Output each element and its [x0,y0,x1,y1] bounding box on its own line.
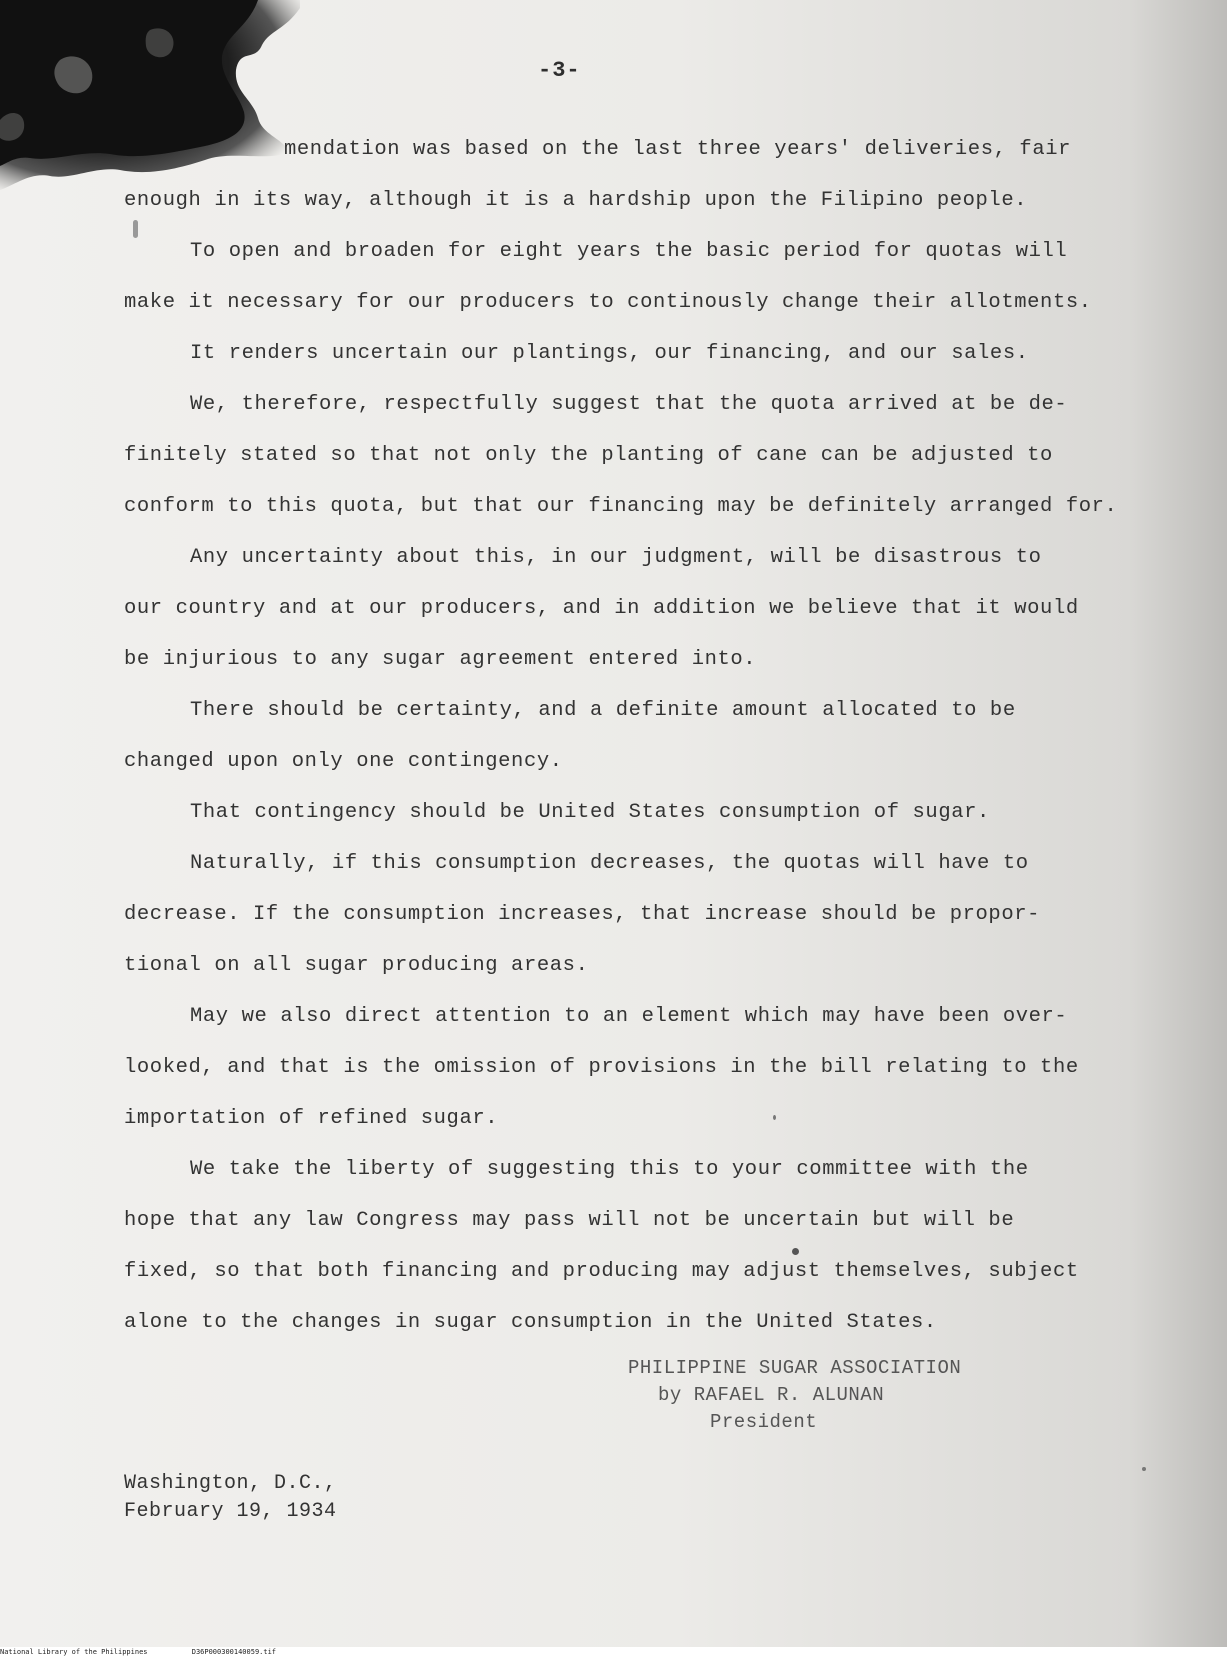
text-line: There should be certainty, and a definite amount allocated to be [190,699,1016,722]
signature-organization: PHILIPPINE SUGAR ASSOCIATION [628,1357,962,1379]
footer-file-id: D36P000300140059.tif [191,1648,277,1656]
text-line: That contingency should be United States consumption of sugar. [190,801,990,824]
text-line: Any uncertainty about this, in our judgment, will be disastrous to [190,546,1042,569]
text-line: be injurious to any sugar agreement entered into. [124,648,757,671]
text-line: decrease. If the consumption increases, that increase should be propor- [124,903,1041,926]
footer-library: National Library of the Philippines [0,1648,148,1656]
text-line: hope that any law Congress may pass will not be uncertain but will be [124,1209,1015,1232]
ink-speck [1142,1467,1146,1471]
text-line: We take the liberty of suggesting this to your committee with the [190,1158,1029,1181]
place-date-block [124,1470,337,1526]
text-line: conform to this quota, but that our financing may be definitely arranged for. [124,495,1118,518]
text-line: importation of refined sugar. [124,1107,499,1130]
text-line: enough in its way, although it is a hardship upon the Filipino people. [124,189,1028,212]
text-line: Naturally, if this consumption decreases, the quotas will have to [190,852,1029,875]
text-line: our country and at our producers, and in addition we believe that it would [124,597,1079,620]
date: February 19, 1934 [124,1500,337,1523]
text-line: finitely stated so that not only the planting of cane can be adjusted to [124,444,1053,467]
text-line: changed upon only one contingency. [124,750,563,773]
text-line: mendation was based on the last three years' deliveries, fair [284,138,1072,161]
text-line: It renders uncertain our plantings, our financing, and our sales. [190,342,1029,365]
text-line: fixed, so that both financing and producing may adjust themselves, subject [124,1260,1079,1283]
ink-speck [773,1115,776,1120]
signature-title: President [710,1411,818,1433]
text-line: tional on all sugar producing areas. [124,954,589,977]
place: Washington, D.C., [124,1472,337,1495]
scan-footer [0,1647,1227,1658]
text-line: We, therefore, respectfully suggest that the quota arrived at be de- [190,393,1068,416]
letter-body [124,124,1154,1348]
page-number: -3- [538,58,581,83]
signature-by-line: by RAFAEL R. ALUNAN [658,1384,885,1406]
text-line: looked, and that is the omission of provisions in the bill relating to the [124,1056,1079,1079]
text-line: make it necessary for our producers to continously change their allotments. [124,291,1092,314]
ink-speck [792,1248,799,1255]
text-line: To open and broaden for eight years the basic period for quotas will [190,240,1068,263]
signature-block [628,1355,961,1436]
text-line: May we also direct attention to an element which may have been over- [190,1005,1068,1028]
ink-speck [133,220,138,238]
text-line: alone to the changes in sugar consumption in the United States. [124,1311,937,1334]
